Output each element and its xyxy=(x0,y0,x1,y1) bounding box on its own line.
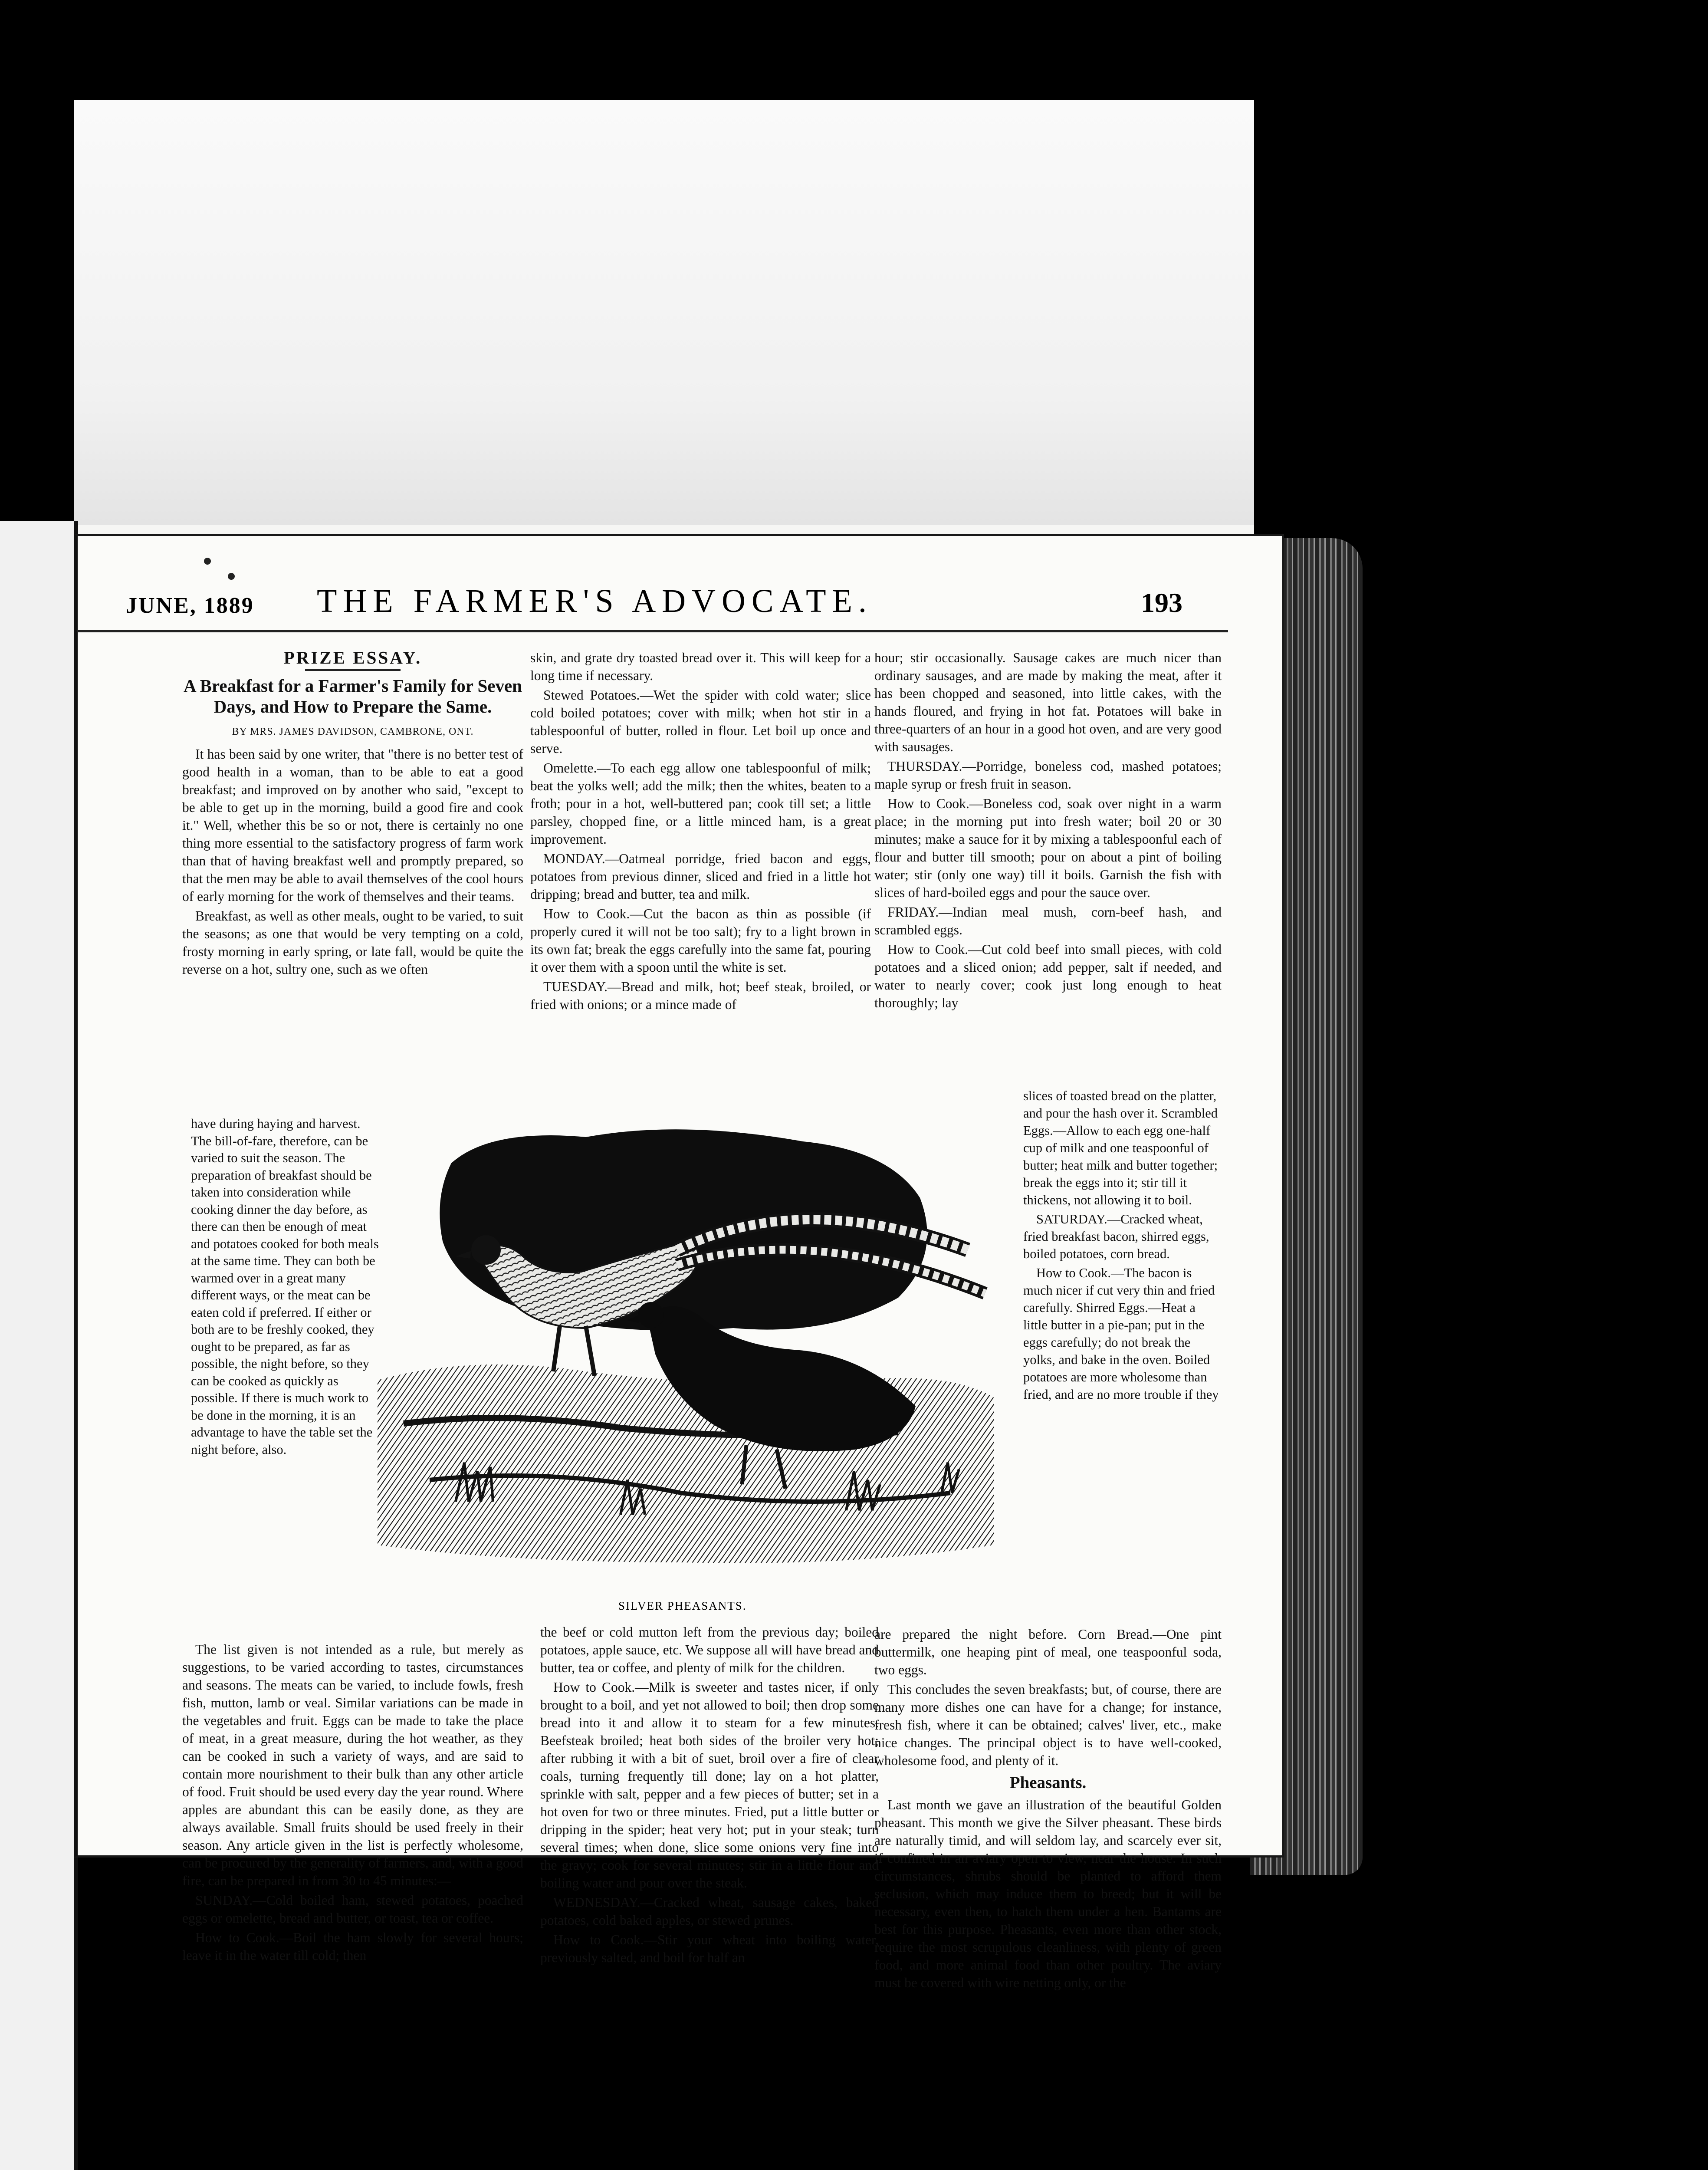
paragraph: SATURDAY.—Cracked wheat, fried breakfast bacon, shirred eggs, boiled potatoes, corn bread. xyxy=(1023,1212,1209,1261)
running-head xyxy=(113,577,1191,625)
paragraph: How to Cook.—Boneless cod, soak over night in a warm place; in the morning put into fresh water; boil 20 or 30 minutes; make a sauce for it by mixing a tablespoonful each of flour and butter till smooth; pour on about a pint of boiling water; stir (only one way) till it boils. Garnish the fish with slices of hard-boiled eggs and pour the sauce over. xyxy=(874,796,1222,900)
silver-pheasants-illustration xyxy=(378,1111,1024,1584)
essay-heading: PRIZE ESSAY. xyxy=(283,648,422,667)
paragraph: slices of toasted bread on the platter, and pour the hash over it. Scrambled Eggs.—Allow to each egg one-half cup of milk and one teaspoonful of butter; heat milk and butter together; break the eggs into it; stir till it thickens, not allowing it to boil. xyxy=(1023,1088,1218,1207)
essay-byline: BY MRS. JAMES DAVIDSON, CAMBRONE, ONT. xyxy=(232,726,474,737)
column-2-bottom xyxy=(540,1623,879,1968)
paragraph: WEDNESDAY.—Cracked wheat, sausage cakes, baked potatoes, cold baked apples, or stewed prunes. xyxy=(540,1895,879,1928)
paragraph: How to Cook.—The bacon is much nicer if cut very thin and fried carefully. Shirred Eggs.—Heat a little butter in a pie-pan; put in the eggs carefully; do not break the yolks, and bake in the oven. Boiled potatoes are more wholesome than fried, and are no more trouble if they xyxy=(1023,1266,1219,1402)
scan-border-right xyxy=(1367,0,1708,2170)
column-1-bottom xyxy=(182,1641,523,1966)
binding-hole xyxy=(204,558,211,565)
heading-rule xyxy=(305,669,401,671)
pheasants-heading: Pheasants. xyxy=(1009,1773,1087,1792)
paragraph: This concludes the seven breakfasts; but, of course, there are many more dishes one can have for a change; for instance, fresh fish, where it can be obtained; calves' liver, etc., make nice changes. The principal object is to have well-cooked, wholesome food, and plenty of it. xyxy=(874,1682,1222,1768)
facing-page-fragment xyxy=(0,521,78,2170)
column-2-top xyxy=(530,649,871,1015)
paragraph: SUNDAY.—Cold boiled ham, stewed potatoes, poached eggs or omelette, bread and butter, or toast, tea or coffee. xyxy=(182,1893,523,1926)
paragraph: TUESDAY.—Bread and milk, hot; beef steak, broiled, or fried with onions; or a mince made of xyxy=(530,979,871,1012)
issue-date: JUNE, 1889 xyxy=(126,593,254,618)
essay-title: A Breakfast for a Farmer's Family for Seven Days, and How to Prepare the Same. xyxy=(183,676,522,717)
paragraph: are prepared the night before. Corn Bread.—One pint buttermilk, one heaping pint of meal, one teaspoonful soda, two eggs. xyxy=(874,1627,1222,1677)
paragraph: hour; stir occasionally. Sausage cakes are much nicer than ordinary sausages, and are made by making the meat, after it has been chopped and seasoned, into little cakes, with the hands floured, and frying in hot fat. Potatoes will bake in three-quarters of an hour in a good hot oven, and are very good with sausages. xyxy=(874,650,1222,754)
paragraph: the beef or cold mutton left from the previous day; boiled potatoes, apple sauce, etc. We suppose all will have bread and butter, tea or coffee, and plenty of milk for the children. xyxy=(540,1624,879,1675)
header-rule xyxy=(78,630,1228,632)
paragraph: How to Cook.—Cut cold beef into small pieces, with cold potatoes and a sliced onion; add pepper, salt if needed, and water to nearly cover; cook just long enough to heat thoroughly; lay xyxy=(874,942,1222,1010)
paragraph: The list given is not intended as a rule, but merely as suggestions, to be varied according to tastes, circumstances and seasons. The meats can be varied, to include fowls, fresh fish, mutton, lamb or veal. Similar variations can be made in the vegetables and fruit. Eggs can be made to take the place of meat, in a great measure, during the hot weather, as they can be cooked in such a variety of ways, and are said to contain more nourishment to their bulk than any other article of food. Fruit should be used every day the year round. Where apples are abundant this can be easily done, as they are always available. Small fruits should be used freely in their season. Any article given in the list is perfectly wholesome, can be procured by the generality of farmers, and, with a good fire, can be prepared in from 30 to 45 minutes:— xyxy=(182,1642,523,1888)
paragraph: have during haying and harvest. The bill-of-fare, therefore, can be varied to suit the season. The preparation of breakfast should be taken into consideration while cooking dinner the day before, as there can then be enough of meat and potatoes cooked for both meals at the same time. They can both be warmed over in a great many different ways, or the meat can be eaten cold if preferred. If either or both are to be freshly cooked, they ought to be prepared, as far as possible, the night before, so they can be cooked as quickly as possible. If there is much work to be done in the morning, it is an advantage to have the table set the night before, also. xyxy=(191,1116,379,1457)
column-1-wrapped-text xyxy=(191,1115,379,1460)
pheasant-engraving xyxy=(378,1111,1024,1584)
publication-title: THE FARMER'S ADVOCATE. xyxy=(317,583,873,619)
column-1-top xyxy=(182,649,523,980)
column-3-top xyxy=(874,649,1222,1013)
illustration-caption: SILVER PHEASANTS. xyxy=(618,1599,747,1612)
paragraph: THURSDAY.—Porridge, boneless cod, mashed potatoes; maple syrup or fresh fruit in season. xyxy=(874,759,1222,792)
column-3-bottom xyxy=(874,1625,1222,1993)
paragraph: It has been said by one writer, that "there is no better test of good health in a woman, than to be able to eat a good breakfast; and improved on by another who said, "except to be able to get up in the morning, build a good fire and cook it." Well, whether this be so or not, there is certainly no one thing more essential to the satisfactory progress of farm work than that of having breakfast well and promptly prepared, so that the men may be able to avail themselves of the cool hours of early morning for the work of themselves and their teams. xyxy=(182,746,523,904)
paragraph: Breakfast, as well as other meals, ought to be varied, to suit the seasons; as one that would be very tempting on a cold, frosty morning in early spring, or late fall, would be quite the reverse on a hot, sultry one, such as we often xyxy=(182,908,523,977)
paragraph: How to Cook.—Cut the bacon as thin as possible (if properly cured it will not be too salt); fry to a light brown in its own fat; break the eggs carefully into the same fat, pouring it over them with a spoon until the white is set. xyxy=(530,906,871,975)
paragraph: skin, and grate dry toasted bread over it. This will keep for a long time if necessary. xyxy=(530,650,871,683)
paragraph: How to Cook.—Stir your wheat into boiling water, previously salted, and boil for half an xyxy=(540,1932,879,1965)
paragraph: MONDAY.—Oatmeal porridge, fried bacon and eggs, potatoes from previous dinner, sliced and fried in a little hot dripping; bread and butter, tea and milk. xyxy=(530,851,871,902)
paragraph: How to Cook.—Boil the ham slowly for several hours; leave it in the water till cold; then xyxy=(182,1930,523,1963)
paragraph: Stewed Potatoes.—Wet the spider with cold water; slice cold boiled potatoes; cover with milk; when hot stir in a tablespoonful of butter, rolled in flour. Let boil up once and serve. xyxy=(530,687,871,756)
paragraph: How to Cook.—Milk is sweeter and tastes nicer, if only brought to a boil, and yet not allowed to boil; then drop some bread into it and allow it to steam for a few minutes. Beefsteak broiled; heat both sides of the broiler very hot; after rubbing it with a bit of suet, broil over a fire of clear coals, turning frequently till done; lay on a hot platter, sprinkle with salt, pepper and a few pieces of butter; set in a hot oven for two or three minutes. Fried, put a little butter or dripping in the spider; heat very hot; put in your steak; turn several times; when done, slice some onions very fine into the gravy; cook for several minutes; stir in a little flour and boiling water and pour over the steak. xyxy=(540,1680,879,1891)
paragraph: FRIDAY.—Indian meal mush, corn-beef hash, and scrambled eggs. xyxy=(874,904,1222,937)
page-number: 193 xyxy=(1141,587,1182,618)
column-3-wrapped-text xyxy=(1023,1087,1221,1405)
paragraph: Omelette.—To each egg allow one tablespoonful of milk; beat the yolks well; add the milk; then the whites, beaten to a froth; pour in a hot, well-buttered pan; cook till set; a little parsley, chopped fine, or a little minced ham, is a great improvement. xyxy=(530,760,871,847)
paragraph: Last month we gave an illustration of the beautiful Golden pheasant. This month we give the Silver pheasant. These birds are naturally timid, and will seldom lay, and scarcely ever sit, if confined in an aviary open to view, near the house. In such circumstances, shrubs should be planted to afford them seclusion, which may induce them to breed; but it will be necessary, even then, to hatch them under a hen. Bantams are best for this purpose. Pheasants, even more than other stock, require the most scrupulous cleanliness, with plenty of green food, and more animal food than other poultry. The aviary must be covered with wire netting only, or the xyxy=(874,1797,1222,1990)
